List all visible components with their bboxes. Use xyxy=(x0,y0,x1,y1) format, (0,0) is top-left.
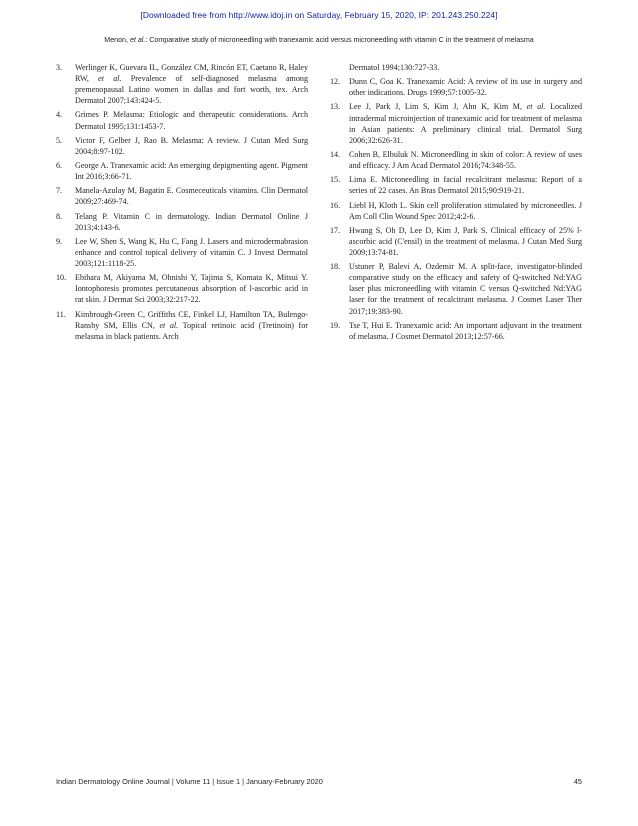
reference-text: Telang P. Vitamin C in dermatology. Indian Dermatol Online J 2013;4:143-6. xyxy=(75,211,308,232)
reference-number: 10. xyxy=(56,273,67,283)
reference-item xyxy=(330,149,582,171)
reference-item xyxy=(56,272,308,305)
reference-number: 4. xyxy=(56,110,63,120)
reference-item xyxy=(330,174,582,196)
reference-item xyxy=(330,200,582,222)
reference-text: Victor F, Gelber J, Rao B. Melasma: A review. J Cutan Med Surg 2004;8:97-102. xyxy=(75,135,308,156)
reference-item xyxy=(330,225,582,258)
running-head xyxy=(0,36,638,44)
reference-number: 12. xyxy=(330,77,341,87)
reference-number: 19. xyxy=(330,320,341,330)
reference-number: 18. xyxy=(330,262,341,272)
reference-text: Tse T, Hui E. Tranexamic acid: An important adjuvant in the treatment of melasma. J Cosmet Dermatol 2013;12:57-66. xyxy=(349,320,582,341)
reference-text: Liebl H, Kloth L. Skin cell proliferation stimulated by microneedles. J Am Coll Clin Wound Spec 2012;4:2-6. xyxy=(349,200,582,221)
reference-list-right xyxy=(330,62,582,342)
reference-text: Werlinger K, Guevara IL, González CM, Rincón ET, Caetano R, Haley RW, et al. Prevalence of self-diagnosed melasma among premenopausal Latino women in dallas and fort worth, tex. Arch Dermatol 2007;143:424-5. xyxy=(75,63,308,106)
reference-item xyxy=(330,261,582,316)
reference-item xyxy=(56,211,308,233)
reference-number: 13. xyxy=(330,102,341,112)
references-right-column xyxy=(330,62,582,345)
reference-number: 16. xyxy=(330,200,341,210)
reference-text: George A. Tranexamic acid: An emerging depigmenting agent. Pigment Int 2016;3:66-71. xyxy=(75,161,308,182)
reference-text: Grimes P. Melasma: Etiologic and therapeutic considerations. Arch Dermatol 1995;131:1453-7. xyxy=(75,110,308,131)
references-left-column xyxy=(56,62,308,345)
running-head-title: : Comparative study of microneedling with tranexamic acid versus microneedling with vitamin C in the treatment of melasma xyxy=(145,36,534,44)
reference-text: Lee W, Shen S, Wang K, Hu C, Fang J. Lasers and microdermabrasion enhance and control topical delivery of vitamin C. J Invest Dermatol 2003;121:1118-25. xyxy=(75,236,308,269)
running-head-authors: Menon, et al. xyxy=(104,36,146,44)
reference-text: Ustuner P, Balevi A, Ozdemir M. A split-face, investigator-blinded comparative study on the efficacy and safety of Q-switched Nd:YAG laser plus microneedling with vitamin C versus Q-switched Nd:YAG laser for the treatment of recalcitrant melasma. J Cosmet Laser Ther 2017;19:383-90. xyxy=(349,262,582,316)
reference-list-left xyxy=(56,62,308,342)
reference-number: 6. xyxy=(56,161,63,171)
reference-item xyxy=(330,320,582,342)
reference-text: Cohen B, Elbuluk N. Microneedling in skin of color: A review of uses and efficacy. J Am Acad Dermatol 2016;74:348-55. xyxy=(349,149,582,171)
reference-number: 9. xyxy=(56,236,63,246)
reference-item xyxy=(56,309,308,342)
reference-text: Manela-Azulay M, Bagatin E. Cosmeceuticals vitamins. Clin Dermatol 2009;27:469-74. xyxy=(75,186,308,207)
reference-text: Lima E. Microneedling in facial recalcitrant melasma: Report of a series of 22 cases. An Bras Dermatol 2015;90:919-21. xyxy=(349,175,582,196)
reference-number: 3. xyxy=(56,63,63,72)
reference-number: 7. xyxy=(56,186,63,196)
reference-item xyxy=(56,236,308,269)
reference-item xyxy=(56,109,308,131)
reference-number: 15. xyxy=(330,175,341,185)
reference-text: Dermatol 1994;130:727-33. xyxy=(349,63,440,72)
footer-journal: Indian Dermatology Online Journal | Volume 11 | Issue 1 | January-February 2020 xyxy=(56,777,323,786)
page-footer xyxy=(56,777,582,786)
reference-number: 11. xyxy=(56,309,66,319)
reference-item xyxy=(330,76,582,98)
reference-text: Dunn C, Goa K. Tranexamic Acid: A review of its use in surgery and other indications. Drugs 1999;57:1005-32. xyxy=(349,77,582,98)
page-number: 45 xyxy=(573,777,582,786)
reference-number: 17. xyxy=(330,225,341,235)
reference-text: Hwang S, Oh D, Lee D, Kim J, Park S. Clinical efficacy of 25% l-ascorbic acid (C'ensil) in the treatment of melasma. J Cutan Med Surg 2009;13:74-81. xyxy=(349,225,582,257)
reference-number: 14. xyxy=(330,149,341,159)
reference-item xyxy=(330,101,582,145)
reference-text: Ebihara M, Akiyama M, Ohnishi Y, Tajima S, Komata K, Mitsui Y. Iontophoresis promotes percutaneous absorption of l-ascorbic acid in rat skin. J Dermat Sci 2003;32:217-22. xyxy=(75,273,308,305)
reference-number: 5. xyxy=(56,135,63,145)
reference-item xyxy=(56,135,308,157)
reference-item xyxy=(56,62,308,106)
reference-item xyxy=(330,62,582,73)
reference-number: 8. xyxy=(56,211,63,221)
reference-text: Lee J, Park J, Lim S, Kim J, Ahn K, Kim M, et al. Localized intradermal microinjection of tranexamic acid for treatment of melasma in Asian patients: A preliminary clinical trial. Dermatol Surg 2006;32:626-31. xyxy=(349,102,582,145)
reference-item xyxy=(56,160,308,182)
reference-item xyxy=(56,185,308,207)
reference-text: Kimbrough-Green C, Griffiths CE, Finkel LJ, Hamilton TA, Bulengo-Ransby SM, Ellis CN, et al. Topical retinoic acid (Tretinoin) for melasma in black patients. Arch xyxy=(75,309,308,341)
download-notice: [Downloaded free from http://www.idoj.in on Saturday, February 15, 2020, IP: 201.243.250.224] xyxy=(140,10,498,20)
